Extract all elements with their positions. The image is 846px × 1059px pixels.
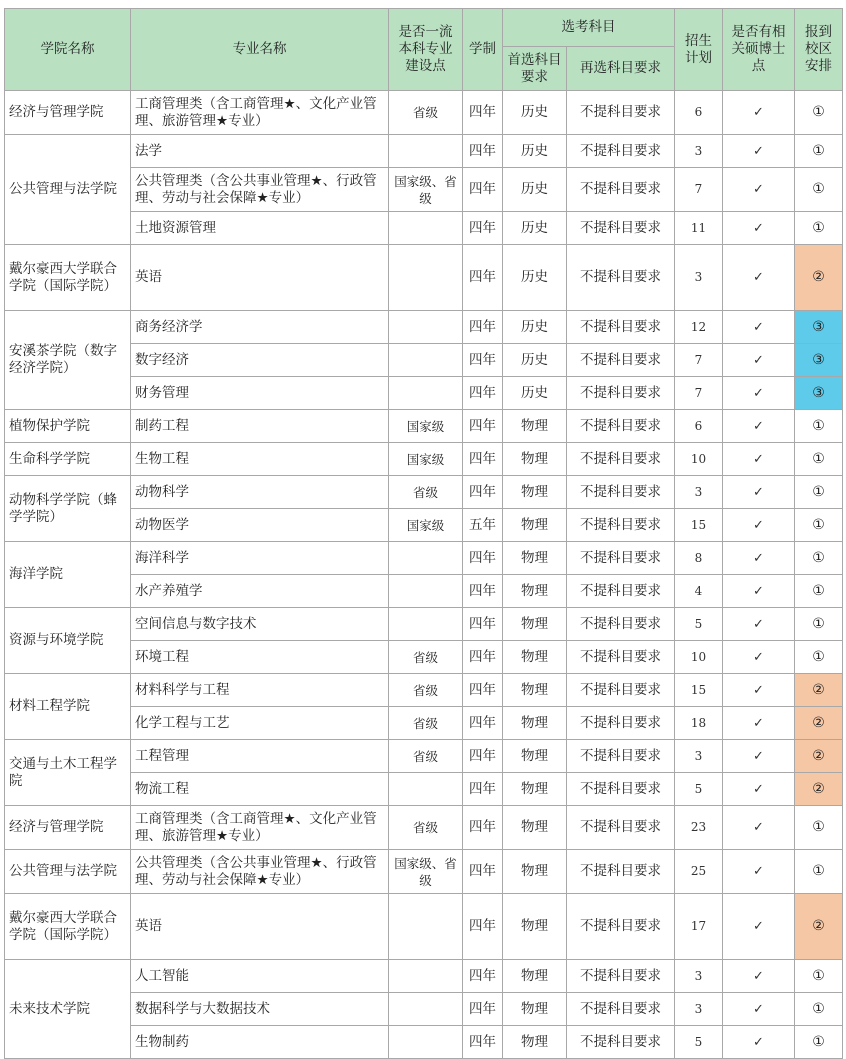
header-first-class: 是否一流本科专业建设点 bbox=[389, 9, 463, 91]
reselect-requirement: 不提科目要求 bbox=[567, 377, 675, 410]
table-row bbox=[5, 509, 843, 542]
major-name: 英语 bbox=[131, 894, 389, 960]
first-class-level: 国家级 bbox=[389, 509, 463, 542]
enrollment-plan: 6 bbox=[675, 410, 723, 443]
campus-arrangement: ① bbox=[795, 168, 843, 212]
major-name: 环境工程 bbox=[131, 641, 389, 674]
major-name: 数据科学与大数据技术 bbox=[131, 993, 389, 1026]
duration: 四年 bbox=[463, 608, 503, 641]
first-choice-subject: 物理 bbox=[503, 806, 567, 850]
reselect-requirement: 不提科目要求 bbox=[567, 608, 675, 641]
first-choice-subject: 历史 bbox=[503, 212, 567, 245]
reselect-requirement: 不提科目要求 bbox=[567, 245, 675, 311]
table-row bbox=[5, 773, 843, 806]
first-class-level bbox=[389, 894, 463, 960]
first-class-level: 省级 bbox=[389, 740, 463, 773]
first-choice-subject: 物理 bbox=[503, 894, 567, 960]
degree-point-check: ✓ bbox=[723, 212, 795, 245]
enrollment-plan: 8 bbox=[675, 542, 723, 575]
table-row bbox=[5, 476, 843, 509]
table-row bbox=[5, 806, 843, 850]
campus-arrangement: ① bbox=[795, 960, 843, 993]
first-class-level: 省级 bbox=[389, 806, 463, 850]
enrollment-plan: 6 bbox=[675, 91, 723, 135]
first-choice-subject: 历史 bbox=[503, 91, 567, 135]
first-class-level bbox=[389, 135, 463, 168]
college-name: 经济与管理学院 bbox=[5, 806, 131, 850]
duration: 四年 bbox=[463, 806, 503, 850]
first-choice-subject: 物理 bbox=[503, 476, 567, 509]
table-row bbox=[5, 377, 843, 410]
first-class-level: 省级 bbox=[389, 674, 463, 707]
campus-arrangement: ① bbox=[795, 1026, 843, 1059]
table-row bbox=[5, 707, 843, 740]
first-class-level: 国家级、省级 bbox=[389, 168, 463, 212]
first-choice-subject: 物理 bbox=[503, 707, 567, 740]
college-name: 生命科学学院 bbox=[5, 443, 131, 476]
college-name: 经济与管理学院 bbox=[5, 91, 131, 135]
first-class-level: 国家级 bbox=[389, 410, 463, 443]
college-name: 交通与土木工程学院 bbox=[5, 740, 131, 806]
enrollment-plan: 10 bbox=[675, 641, 723, 674]
campus-arrangement: ② bbox=[795, 773, 843, 806]
major-name: 水产养殖学 bbox=[131, 575, 389, 608]
first-class-level bbox=[389, 542, 463, 575]
first-choice-subject: 物理 bbox=[503, 1026, 567, 1059]
major-name: 动物科学 bbox=[131, 476, 389, 509]
degree-point-check: ✓ bbox=[723, 344, 795, 377]
table-row bbox=[5, 993, 843, 1026]
header-first-choice: 首选科目要求 bbox=[503, 47, 567, 91]
degree-point-check: ✓ bbox=[723, 509, 795, 542]
major-name: 海洋科学 bbox=[131, 542, 389, 575]
duration: 四年 bbox=[463, 740, 503, 773]
campus-arrangement: ① bbox=[795, 135, 843, 168]
duration: 四年 bbox=[463, 476, 503, 509]
first-class-level bbox=[389, 993, 463, 1026]
reselect-requirement: 不提科目要求 bbox=[567, 850, 675, 894]
duration: 四年 bbox=[463, 311, 503, 344]
table-row bbox=[5, 443, 843, 476]
duration: 四年 bbox=[463, 542, 503, 575]
campus-arrangement: ① bbox=[795, 91, 843, 135]
table-row bbox=[5, 91, 843, 135]
enrollment-plan: 7 bbox=[675, 168, 723, 212]
header-degree-points: 是否有相关硕博士点 bbox=[723, 9, 795, 91]
first-class-level bbox=[389, 1026, 463, 1059]
campus-arrangement: ① bbox=[795, 476, 843, 509]
reselect-requirement: 不提科目要求 bbox=[567, 212, 675, 245]
first-class-level: 省级 bbox=[389, 91, 463, 135]
header-reselect: 再选科目要求 bbox=[567, 47, 675, 91]
degree-point-check: ✓ bbox=[723, 410, 795, 443]
degree-point-check: ✓ bbox=[723, 960, 795, 993]
degree-point-check: ✓ bbox=[723, 311, 795, 344]
first-choice-subject: 历史 bbox=[503, 245, 567, 311]
first-choice-subject: 物理 bbox=[503, 674, 567, 707]
college-name: 未来技术学院 bbox=[5, 960, 131, 1059]
first-class-level: 省级 bbox=[389, 476, 463, 509]
college-name: 材料工程学院 bbox=[5, 674, 131, 740]
major-name: 财务管理 bbox=[131, 377, 389, 410]
enrollment-plan: 4 bbox=[675, 575, 723, 608]
degree-point-check: ✓ bbox=[723, 773, 795, 806]
first-choice-subject: 物理 bbox=[503, 608, 567, 641]
major-name: 制药工程 bbox=[131, 410, 389, 443]
first-choice-subject: 历史 bbox=[503, 377, 567, 410]
first-choice-subject: 物理 bbox=[503, 641, 567, 674]
first-choice-subject: 历史 bbox=[503, 135, 567, 168]
campus-arrangement: ② bbox=[795, 894, 843, 960]
header-subjects: 选考科目 bbox=[503, 9, 675, 47]
campus-arrangement: ② bbox=[795, 707, 843, 740]
reselect-requirement: 不提科目要求 bbox=[567, 993, 675, 1026]
enrollment-plan: 23 bbox=[675, 806, 723, 850]
duration: 四年 bbox=[463, 443, 503, 476]
college-name: 资源与环境学院 bbox=[5, 608, 131, 674]
campus-arrangement: ① bbox=[795, 608, 843, 641]
major-name: 动物医学 bbox=[131, 509, 389, 542]
campus-arrangement: ① bbox=[795, 212, 843, 245]
campus-arrangement: ② bbox=[795, 245, 843, 311]
first-choice-subject: 物理 bbox=[503, 410, 567, 443]
table-row bbox=[5, 135, 843, 168]
reselect-requirement: 不提科目要求 bbox=[567, 91, 675, 135]
reselect-requirement: 不提科目要求 bbox=[567, 542, 675, 575]
reselect-requirement: 不提科目要求 bbox=[567, 740, 675, 773]
table-row bbox=[5, 542, 843, 575]
college-name: 戴尔豪西大学联合学院（国际学院） bbox=[5, 894, 131, 960]
college-name: 戴尔豪西大学联合学院（国际学院） bbox=[5, 245, 131, 311]
reselect-requirement: 不提科目要求 bbox=[567, 410, 675, 443]
campus-arrangement: ① bbox=[795, 509, 843, 542]
degree-point-check: ✓ bbox=[723, 707, 795, 740]
enrollment-plan: 12 bbox=[675, 311, 723, 344]
campus-arrangement: ① bbox=[795, 993, 843, 1026]
first-choice-subject: 物理 bbox=[503, 773, 567, 806]
enrollment-plan: 3 bbox=[675, 993, 723, 1026]
reselect-requirement: 不提科目要求 bbox=[567, 575, 675, 608]
campus-arrangement: ① bbox=[795, 410, 843, 443]
degree-point-check: ✓ bbox=[723, 894, 795, 960]
reselect-requirement: 不提科目要求 bbox=[567, 894, 675, 960]
first-class-level bbox=[389, 311, 463, 344]
enrollment-plan: 3 bbox=[675, 245, 723, 311]
degree-point-check: ✓ bbox=[723, 168, 795, 212]
major-name: 工商管理类（含工商管理★、文化产业管理、旅游管理★专业） bbox=[131, 806, 389, 850]
reselect-requirement: 不提科目要求 bbox=[567, 168, 675, 212]
major-name: 土地资源管理 bbox=[131, 212, 389, 245]
duration: 四年 bbox=[463, 641, 503, 674]
enrollment-plan: 15 bbox=[675, 509, 723, 542]
table-row bbox=[5, 641, 843, 674]
enrollment-plan: 7 bbox=[675, 377, 723, 410]
first-class-level bbox=[389, 575, 463, 608]
duration: 四年 bbox=[463, 1026, 503, 1059]
first-choice-subject: 历史 bbox=[503, 344, 567, 377]
college-name: 安溪茶学院（数字经济学院） bbox=[5, 311, 131, 410]
degree-point-check: ✓ bbox=[723, 575, 795, 608]
reselect-requirement: 不提科目要求 bbox=[567, 960, 675, 993]
first-class-level bbox=[389, 773, 463, 806]
table-row bbox=[5, 960, 843, 993]
enrollment-plan: 3 bbox=[675, 476, 723, 509]
reselect-requirement: 不提科目要求 bbox=[567, 311, 675, 344]
enrollment-table bbox=[4, 8, 843, 1059]
enrollment-plan: 11 bbox=[675, 212, 723, 245]
college-name: 公共管理与法学院 bbox=[5, 850, 131, 894]
reselect-requirement: 不提科目要求 bbox=[567, 476, 675, 509]
degree-point-check: ✓ bbox=[723, 993, 795, 1026]
reselect-requirement: 不提科目要求 bbox=[567, 707, 675, 740]
table-row bbox=[5, 311, 843, 344]
degree-point-check: ✓ bbox=[723, 245, 795, 311]
table-row bbox=[5, 212, 843, 245]
duration: 四年 bbox=[463, 575, 503, 608]
table-row bbox=[5, 575, 843, 608]
enrollment-plan: 5 bbox=[675, 608, 723, 641]
first-choice-subject: 物理 bbox=[503, 575, 567, 608]
campus-arrangement: ① bbox=[795, 542, 843, 575]
header-duration: 学制 bbox=[463, 9, 503, 91]
major-name: 生物制药 bbox=[131, 1026, 389, 1059]
first-class-level bbox=[389, 960, 463, 993]
duration: 四年 bbox=[463, 245, 503, 311]
college-name: 植物保护学院 bbox=[5, 410, 131, 443]
first-class-level bbox=[389, 212, 463, 245]
table-row bbox=[5, 894, 843, 960]
table-row bbox=[5, 674, 843, 707]
duration: 四年 bbox=[463, 894, 503, 960]
campus-arrangement: ② bbox=[795, 674, 843, 707]
reselect-requirement: 不提科目要求 bbox=[567, 509, 675, 542]
first-choice-subject: 物理 bbox=[503, 993, 567, 1026]
major-name: 人工智能 bbox=[131, 960, 389, 993]
first-choice-subject: 物理 bbox=[503, 960, 567, 993]
college-name: 动物科学学院（蜂学学院） bbox=[5, 476, 131, 542]
reselect-requirement: 不提科目要求 bbox=[567, 674, 675, 707]
degree-point-check: ✓ bbox=[723, 806, 795, 850]
campus-arrangement: ② bbox=[795, 740, 843, 773]
enrollment-plan: 18 bbox=[675, 707, 723, 740]
duration: 四年 bbox=[463, 135, 503, 168]
table-header bbox=[5, 9, 843, 91]
degree-point-check: ✓ bbox=[723, 476, 795, 509]
major-name: 商务经济学 bbox=[131, 311, 389, 344]
table-row bbox=[5, 168, 843, 212]
degree-point-check: ✓ bbox=[723, 91, 795, 135]
enrollment-plan: 5 bbox=[675, 773, 723, 806]
first-choice-subject: 物理 bbox=[503, 443, 567, 476]
first-class-level: 国家级、省级 bbox=[389, 850, 463, 894]
duration: 四年 bbox=[463, 212, 503, 245]
table-row bbox=[5, 1026, 843, 1059]
degree-point-check: ✓ bbox=[723, 641, 795, 674]
table-row bbox=[5, 410, 843, 443]
college-name: 海洋学院 bbox=[5, 542, 131, 608]
first-class-level bbox=[389, 608, 463, 641]
duration: 四年 bbox=[463, 674, 503, 707]
reselect-requirement: 不提科目要求 bbox=[567, 443, 675, 476]
reselect-requirement: 不提科目要求 bbox=[567, 773, 675, 806]
major-name: 工商管理类（含工商管理★、文化产业管理、旅游管理★专业） bbox=[131, 91, 389, 135]
first-class-level: 国家级 bbox=[389, 443, 463, 476]
enrollment-plan: 5 bbox=[675, 1026, 723, 1059]
campus-arrangement: ① bbox=[795, 575, 843, 608]
degree-point-check: ✓ bbox=[723, 674, 795, 707]
duration: 四年 bbox=[463, 993, 503, 1026]
first-choice-subject: 物理 bbox=[503, 542, 567, 575]
major-name: 公共管理类（含公共事业管理★、行政管理、劳动与社会保障★专业） bbox=[131, 168, 389, 212]
duration: 四年 bbox=[463, 168, 503, 212]
major-name: 生物工程 bbox=[131, 443, 389, 476]
duration: 四年 bbox=[463, 960, 503, 993]
table-row bbox=[5, 608, 843, 641]
major-name: 空间信息与数字技术 bbox=[131, 608, 389, 641]
enrollment-plan: 3 bbox=[675, 960, 723, 993]
campus-arrangement: ③ bbox=[795, 344, 843, 377]
degree-point-check: ✓ bbox=[723, 135, 795, 168]
college-name: 公共管理与法学院 bbox=[5, 135, 131, 245]
major-name: 材料科学与工程 bbox=[131, 674, 389, 707]
campus-arrangement: ① bbox=[795, 641, 843, 674]
campus-arrangement: ① bbox=[795, 806, 843, 850]
degree-point-check: ✓ bbox=[723, 443, 795, 476]
table-row bbox=[5, 245, 843, 311]
table-row bbox=[5, 740, 843, 773]
first-class-level bbox=[389, 344, 463, 377]
table-row bbox=[5, 344, 843, 377]
header-plan: 招生计划 bbox=[675, 9, 723, 91]
enrollment-plan: 7 bbox=[675, 344, 723, 377]
duration: 四年 bbox=[463, 707, 503, 740]
enrollment-plan: 15 bbox=[675, 674, 723, 707]
first-choice-subject: 物理 bbox=[503, 509, 567, 542]
degree-point-check: ✓ bbox=[723, 1026, 795, 1059]
degree-point-check: ✓ bbox=[723, 850, 795, 894]
campus-arrangement: ① bbox=[795, 443, 843, 476]
major-name: 英语 bbox=[131, 245, 389, 311]
degree-point-check: ✓ bbox=[723, 608, 795, 641]
duration: 四年 bbox=[463, 773, 503, 806]
enrollment-plan: 3 bbox=[675, 740, 723, 773]
campus-arrangement: ③ bbox=[795, 311, 843, 344]
campus-arrangement: ③ bbox=[795, 377, 843, 410]
reselect-requirement: 不提科目要求 bbox=[567, 806, 675, 850]
degree-point-check: ✓ bbox=[723, 377, 795, 410]
first-class-level bbox=[389, 245, 463, 311]
first-class-level: 省级 bbox=[389, 641, 463, 674]
campus-arrangement: ① bbox=[795, 850, 843, 894]
enrollment-plan: 3 bbox=[675, 135, 723, 168]
first-choice-subject: 历史 bbox=[503, 168, 567, 212]
first-choice-subject: 物理 bbox=[503, 740, 567, 773]
major-name: 物流工程 bbox=[131, 773, 389, 806]
degree-point-check: ✓ bbox=[723, 542, 795, 575]
header-major: 专业名称 bbox=[131, 9, 389, 91]
major-name: 化学工程与工艺 bbox=[131, 707, 389, 740]
reselect-requirement: 不提科目要求 bbox=[567, 641, 675, 674]
table-body bbox=[5, 91, 843, 1059]
table-row bbox=[5, 850, 843, 894]
duration: 四年 bbox=[463, 850, 503, 894]
reselect-requirement: 不提科目要求 bbox=[567, 344, 675, 377]
reselect-requirement: 不提科目要求 bbox=[567, 135, 675, 168]
major-name: 法学 bbox=[131, 135, 389, 168]
first-class-level: 省级 bbox=[389, 707, 463, 740]
major-name: 数字经济 bbox=[131, 344, 389, 377]
duration: 四年 bbox=[463, 91, 503, 135]
duration: 五年 bbox=[463, 509, 503, 542]
first-class-level bbox=[389, 377, 463, 410]
major-name: 公共管理类（含公共事业管理★、行政管理、劳动与社会保障★专业） bbox=[131, 850, 389, 894]
enrollment-plan: 25 bbox=[675, 850, 723, 894]
header-college: 学院名称 bbox=[5, 9, 131, 91]
degree-point-check: ✓ bbox=[723, 740, 795, 773]
first-choice-subject: 历史 bbox=[503, 311, 567, 344]
duration: 四年 bbox=[463, 410, 503, 443]
enrollment-plan: 10 bbox=[675, 443, 723, 476]
reselect-requirement: 不提科目要求 bbox=[567, 1026, 675, 1059]
duration: 四年 bbox=[463, 344, 503, 377]
duration: 四年 bbox=[463, 377, 503, 410]
first-choice-subject: 物理 bbox=[503, 850, 567, 894]
header-campus: 报到校区安排 bbox=[795, 9, 843, 91]
enrollment-plan: 17 bbox=[675, 894, 723, 960]
major-name: 工程管理 bbox=[131, 740, 389, 773]
